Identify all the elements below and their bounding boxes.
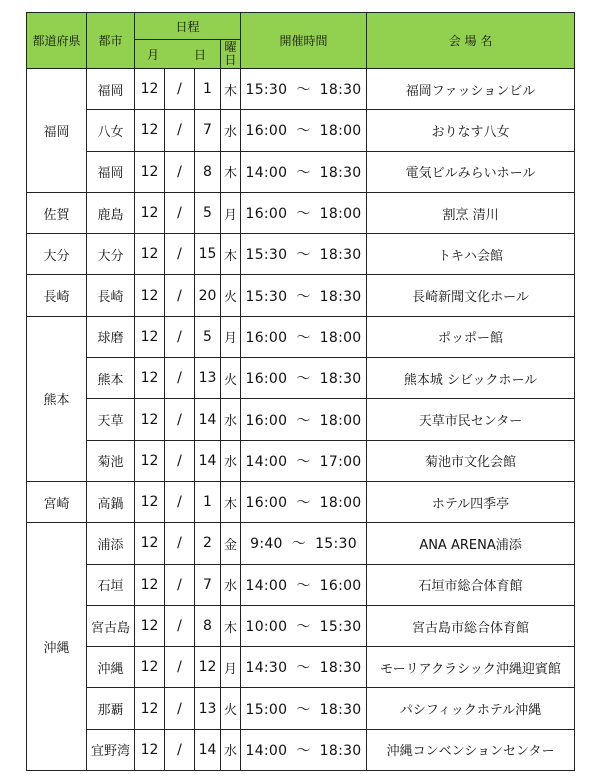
- time-separator: ～: [296, 206, 311, 223]
- end-time: 18:00: [319, 123, 362, 140]
- city-cell: 宜野湾: [87, 729, 135, 770]
- day-cell: 14: [195, 729, 221, 770]
- date-separator: /: [165, 440, 195, 481]
- venue-cell: 熊本城 シビックホール: [367, 358, 575, 399]
- day-cell: 20: [195, 275, 221, 316]
- time-cell: [241, 234, 367, 275]
- day-cell: 13: [195, 358, 221, 399]
- pref-cell: 佐賀: [27, 192, 87, 233]
- end-time: 18:30: [319, 247, 362, 264]
- month-cell: 12: [135, 647, 165, 688]
- venue-cell: 宮古島市総合体育館: [367, 605, 575, 646]
- venue-cell: 菊池市文化会館: [367, 440, 575, 481]
- end-time: 18:30: [319, 288, 362, 305]
- month-cell: 12: [135, 605, 165, 646]
- pref-cell: 大分: [27, 234, 87, 275]
- time-cell: [241, 729, 367, 770]
- venue-cell: 長崎新聞文化ホール: [367, 275, 575, 316]
- month-cell: 12: [135, 69, 165, 110]
- date-separator: /: [165, 688, 195, 729]
- date-separator: /: [165, 192, 195, 233]
- weekday-cell: 水: [221, 110, 241, 151]
- month-cell: 12: [135, 358, 165, 399]
- table-row: [27, 192, 575, 233]
- city-cell: 宮古島: [87, 605, 135, 646]
- time-cell: [241, 481, 367, 522]
- time-separator: ～: [296, 288, 311, 305]
- weekday-cell: 水: [221, 564, 241, 605]
- time-separator: ～: [296, 742, 311, 759]
- start-time: 15:30: [245, 247, 288, 264]
- weekday-cell: 金: [221, 523, 241, 564]
- header-dow-label: 曜日: [224, 40, 237, 67]
- header-dow: [221, 40, 241, 69]
- time-separator: ～: [296, 123, 311, 140]
- day-cell: 12: [195, 647, 221, 688]
- date-separator: /: [165, 564, 195, 605]
- start-time: 15:00: [245, 701, 288, 718]
- city-cell: 福岡: [87, 151, 135, 192]
- weekday-cell: 火: [221, 688, 241, 729]
- day-cell: 8: [195, 151, 221, 192]
- city-cell: 石垣: [87, 564, 135, 605]
- start-time: 16:00: [245, 329, 288, 346]
- city-cell: 八女: [87, 110, 135, 151]
- day-cell: 8: [195, 605, 221, 646]
- month-cell: 12: [135, 234, 165, 275]
- time-separator: ～: [296, 164, 311, 181]
- venue-cell: ポッポー館: [367, 316, 575, 357]
- date-separator: /: [165, 234, 195, 275]
- day-cell: 14: [195, 399, 221, 440]
- table-row: [27, 605, 575, 646]
- venue-cell: 電気ビルみらいホール: [367, 151, 575, 192]
- start-time: 16:00: [245, 412, 288, 429]
- day-cell: 15: [195, 234, 221, 275]
- time-cell: [241, 564, 367, 605]
- time-separator: ～: [296, 371, 311, 388]
- pref-cell: 長崎: [27, 275, 87, 316]
- weekday-cell: 月: [221, 192, 241, 233]
- date-separator: /: [165, 316, 195, 357]
- date-separator: /: [165, 647, 195, 688]
- time-cell: [241, 110, 367, 151]
- weekday-cell: 木: [221, 605, 241, 646]
- start-time: 14:00: [245, 453, 288, 470]
- day-cell: 5: [195, 192, 221, 233]
- day-cell: 2: [195, 523, 221, 564]
- month-cell: 12: [135, 523, 165, 564]
- month-cell: 12: [135, 316, 165, 357]
- start-time: 16:00: [245, 495, 288, 512]
- venue-cell: パシフィックホテル沖縄: [367, 688, 575, 729]
- month-cell: 12: [135, 440, 165, 481]
- city-cell: 天草: [87, 399, 135, 440]
- venue-cell: ホテル四季亭: [367, 481, 575, 522]
- table-row: [27, 564, 575, 605]
- header-month-day: [135, 40, 221, 69]
- city-cell: 球磨: [87, 316, 135, 357]
- pref-cell: 沖縄: [27, 523, 87, 771]
- venue-cell: トキハ会館: [367, 234, 575, 275]
- time-cell: [241, 316, 367, 357]
- header-pref: 都道府県: [27, 13, 87, 69]
- weekday-cell: 水: [221, 399, 241, 440]
- weekday-cell: 木: [221, 234, 241, 275]
- table-row: [27, 234, 575, 275]
- venue-cell: モーリアクラシック沖縄迎賓館: [367, 647, 575, 688]
- month-cell: 12: [135, 399, 165, 440]
- end-time: 18:00: [319, 329, 362, 346]
- day-cell: 1: [195, 69, 221, 110]
- day-cell: 1: [195, 481, 221, 522]
- date-separator: /: [165, 358, 195, 399]
- day-cell: 7: [195, 564, 221, 605]
- time-cell: [241, 647, 367, 688]
- time-separator: ～: [296, 495, 311, 512]
- start-time: 15:30: [245, 288, 288, 305]
- day-cell: 14: [195, 440, 221, 481]
- table-row: [27, 110, 575, 151]
- city-cell: 菊池: [87, 440, 135, 481]
- end-time: 18:00: [319, 495, 362, 512]
- header-time: 開催時間: [241, 13, 367, 69]
- date-separator: /: [165, 399, 195, 440]
- day-cell: 7: [195, 110, 221, 151]
- weekday-cell: 水: [221, 440, 241, 481]
- start-time: 14:00: [245, 577, 288, 594]
- date-separator: /: [165, 110, 195, 151]
- date-separator: /: [165, 523, 195, 564]
- time-separator: ～: [296, 660, 311, 677]
- header-venue: 会 場 名: [367, 13, 575, 69]
- time-separator: ～: [296, 577, 311, 594]
- city-cell: 熊本: [87, 358, 135, 399]
- date-separator: /: [165, 275, 195, 316]
- table-row: [27, 481, 575, 522]
- month-cell: 12: [135, 275, 165, 316]
- pref-cell: 熊本: [27, 316, 87, 481]
- table-row: [27, 151, 575, 192]
- start-time: 16:00: [245, 371, 288, 388]
- time-cell: [241, 399, 367, 440]
- end-time: 17:00: [319, 453, 362, 470]
- end-time: 18:30: [319, 742, 362, 759]
- city-cell: 大分: [87, 234, 135, 275]
- table-row: [27, 729, 575, 770]
- time-separator: ～: [296, 247, 311, 264]
- end-time: 16:00: [319, 577, 362, 594]
- header-month: 月: [147, 47, 160, 62]
- city-cell: 沖縄: [87, 647, 135, 688]
- date-separator: /: [165, 151, 195, 192]
- time-separator: ～: [296, 82, 311, 99]
- table-header: [27, 13, 575, 69]
- city-cell: 福岡: [87, 69, 135, 110]
- start-time: 16:00: [245, 206, 288, 223]
- header-city: 都市: [87, 13, 135, 69]
- venue-cell: ANA ARENA浦添: [367, 523, 575, 564]
- time-cell: [241, 151, 367, 192]
- city-cell: 那覇: [87, 688, 135, 729]
- month-cell: 12: [135, 151, 165, 192]
- start-time: 14:00: [245, 742, 288, 759]
- weekday-cell: 木: [221, 481, 241, 522]
- schedule-table: [26, 12, 575, 771]
- end-time: 18:30: [319, 371, 362, 388]
- header-day: 日: [193, 47, 206, 62]
- table-row: [27, 358, 575, 399]
- start-time: 9:40: [250, 536, 283, 553]
- weekday-cell: 水: [221, 729, 241, 770]
- table-row: [27, 316, 575, 357]
- time-cell: [241, 69, 367, 110]
- table-row: [27, 399, 575, 440]
- date-separator: /: [165, 69, 195, 110]
- day-cell: 13: [195, 688, 221, 729]
- date-separator: /: [165, 605, 195, 646]
- table-body: [27, 69, 575, 771]
- pref-cell: 福岡: [27, 69, 87, 193]
- city-cell: 鹿島: [87, 192, 135, 233]
- date-separator: /: [165, 729, 195, 770]
- time-separator: ～: [296, 619, 311, 635]
- time-separator: ～: [296, 453, 311, 470]
- city-cell: 長崎: [87, 275, 135, 316]
- weekday-cell: 木: [221, 69, 241, 110]
- venue-cell: 福岡ファッションビル: [367, 69, 575, 110]
- month-cell: 12: [135, 192, 165, 233]
- end-time: 18:30: [319, 660, 362, 677]
- header-schedule: 日程: [135, 13, 241, 40]
- time-cell: [241, 440, 367, 481]
- start-time: 14:30: [245, 660, 288, 677]
- time-cell: [241, 523, 367, 564]
- city-cell: 浦添: [87, 523, 135, 564]
- weekday-cell: 月: [221, 647, 241, 688]
- month-cell: 12: [135, 110, 165, 151]
- start-time: 15:30: [245, 82, 288, 99]
- month-cell: 12: [135, 688, 165, 729]
- end-time: 18:00: [319, 412, 362, 429]
- time-cell: [241, 688, 367, 729]
- time-separator: ～: [296, 329, 311, 346]
- time-cell: [241, 358, 367, 399]
- table-row: [27, 688, 575, 729]
- table-row: [27, 647, 575, 688]
- end-time: 15:30: [315, 536, 357, 553]
- month-cell: 12: [135, 481, 165, 522]
- time-separator: ～: [296, 412, 311, 429]
- end-time: 18:30: [319, 82, 362, 99]
- time-separator: ～: [296, 701, 311, 718]
- start-time: 10:00: [245, 619, 288, 635]
- venue-cell: 石垣市総合体育館: [367, 564, 575, 605]
- venue-cell: おりなす八女: [367, 110, 575, 151]
- end-time: 15:30: [319, 619, 362, 635]
- weekday-cell: 火: [221, 358, 241, 399]
- date-separator: /: [165, 481, 195, 522]
- end-time: 18:00: [319, 206, 362, 223]
- pref-cell: 宮崎: [27, 481, 87, 522]
- time-cell: [241, 275, 367, 316]
- time-cell: [241, 192, 367, 233]
- start-time: 14:00: [245, 164, 288, 181]
- start-time: 16:00: [245, 123, 288, 140]
- weekday-cell: 月: [221, 316, 241, 357]
- weekday-cell: 火: [221, 275, 241, 316]
- month-cell: 12: [135, 564, 165, 605]
- month-cell: 12: [135, 729, 165, 770]
- table-row: [27, 523, 575, 564]
- venue-cell: 沖縄コンベンションセンター: [367, 729, 575, 770]
- end-time: 18:30: [319, 701, 362, 718]
- table-row: [27, 69, 575, 110]
- time-cell: [241, 605, 367, 646]
- table-row: [27, 275, 575, 316]
- time-separator: ～: [291, 536, 307, 553]
- table-row: [27, 440, 575, 481]
- weekday-cell: 木: [221, 151, 241, 192]
- city-cell: 高鍋: [87, 481, 135, 522]
- venue-cell: 割烹 清川: [367, 192, 575, 233]
- venue-cell: 天草市民センター: [367, 399, 575, 440]
- end-time: 18:30: [319, 164, 362, 181]
- day-cell: 5: [195, 316, 221, 357]
